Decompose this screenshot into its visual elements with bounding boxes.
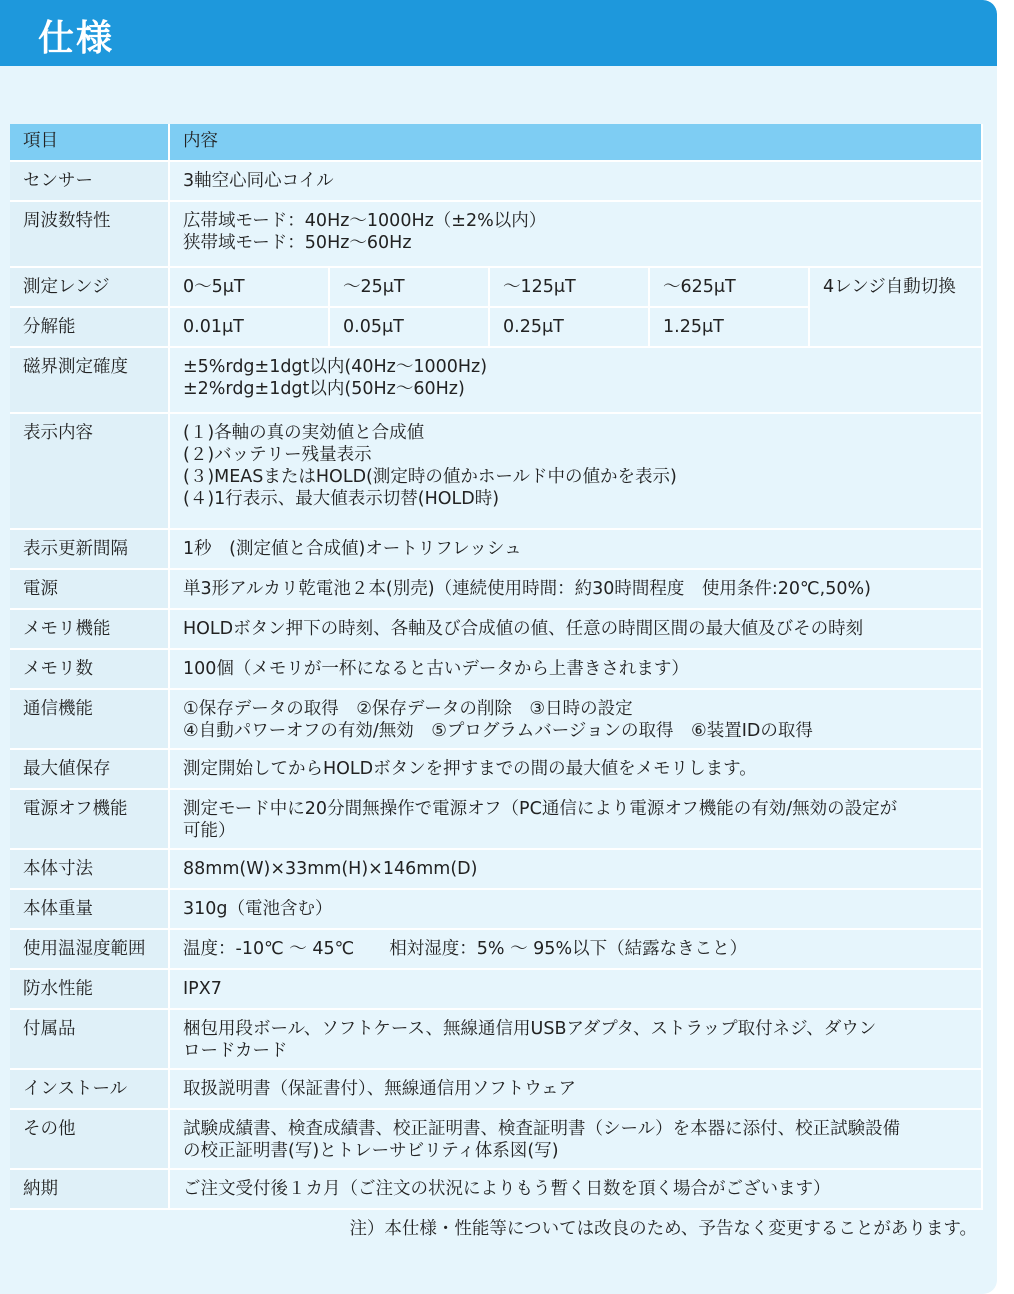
- table-row: [10, 414, 983, 530]
- table-row: [10, 570, 983, 610]
- row-value: 310g（電池含む）: [170, 890, 983, 930]
- row-value: 測定開始してからHOLDボタンを押すまでの間の最大値をメモリします。: [170, 750, 983, 790]
- row-label: 付属品: [10, 1010, 170, 1070]
- row-label: 電源: [10, 570, 170, 610]
- row-value: 100個（メモリが一杯になると古いデータから上書きされます）: [170, 650, 983, 690]
- table-row: [10, 930, 983, 970]
- row-value: 3軸空心同心コイル: [170, 162, 983, 202]
- page-title: 仕様: [38, 18, 115, 59]
- range-cell: ～125μT: [490, 268, 650, 308]
- table-row: [10, 610, 983, 650]
- row-value: [170, 202, 983, 268]
- spec-table: [10, 124, 983, 1210]
- row-label: 本体寸法: [10, 850, 170, 890]
- table-row: [10, 690, 983, 750]
- row-value: ご注文受付後１カ月（ご注文の状況によりもう暫く日数を頂く場合がございます）: [170, 1170, 983, 1210]
- row-label: 本体重量: [10, 890, 170, 930]
- row-value: HOLDボタン押下の時刻、各軸及び合成値の値、任意の時間区間の最大値及びその時刻: [170, 610, 983, 650]
- row-label: 通信機能: [10, 690, 170, 750]
- value-line: 広帯域モード：40Hz～1000Hz（±2%以内）: [183, 211, 547, 231]
- resolution-cell: 0.25μT: [490, 308, 650, 348]
- value-line: (１)各軸の真の実効値と合成値: [183, 423, 425, 443]
- range-auto: 4レンジ自動切換: [810, 268, 983, 348]
- table-row: [10, 650, 983, 690]
- table-row: [10, 1170, 983, 1210]
- row-label: 分解能: [10, 308, 170, 348]
- range-cell: ～625μT: [650, 268, 810, 308]
- row-value: [170, 790, 983, 850]
- table-row: [10, 850, 983, 890]
- table-header-row: [10, 124, 983, 162]
- row-value: 1秒 (測定値と合成値)オートリフレッシュ: [170, 530, 983, 570]
- value-line: 測定モード中に20分間無操作で電源オフ（PC通信により電源オフ機能の有効/無効の設定が: [183, 799, 898, 819]
- resolution-cell: 1.25μT: [650, 308, 810, 348]
- row-label: 測定レンジ: [10, 268, 170, 308]
- table-row: [10, 202, 983, 268]
- row-label: メモリ機能: [10, 610, 170, 650]
- table-row: [10, 750, 983, 790]
- value-line: ①保存データの取得 ②保存データの削除 ③日時の設定: [183, 699, 633, 719]
- header-content: 内容: [170, 124, 983, 162]
- value-line: ④自動パワーオフの有効/無効 ⑤プログラムバージョンの取得 ⑥装置IDの取得: [183, 721, 813, 741]
- table-row: [10, 1010, 983, 1070]
- row-label: その他: [10, 1110, 170, 1170]
- range-cell: 0～5μT: [170, 268, 330, 308]
- row-value: 温度：-10℃ ～ 45℃ 相対湿度：5% ～ 95%以下（結露なきこと）: [170, 930, 983, 970]
- value-line: ±5%rdg±1dgt以内(40Hz～1000Hz): [183, 357, 488, 377]
- resolution-cell: 0.01μT: [170, 308, 330, 348]
- row-label: メモリ数: [10, 650, 170, 690]
- table-row: [10, 268, 983, 308]
- table-row: [10, 530, 983, 570]
- table-row: [10, 970, 983, 1010]
- row-label: 電源オフ機能: [10, 790, 170, 850]
- table-row: [10, 1070, 983, 1110]
- row-label: 表示更新間隔: [10, 530, 170, 570]
- footnote: 注）本仕様・性能等については改良のため、予告なく変更することがあります。: [349, 1219, 977, 1239]
- row-value: IPX7: [170, 970, 983, 1010]
- table-row: [10, 790, 983, 850]
- value-line: (２)バッテリー残量表示: [183, 445, 372, 465]
- row-label: センサー: [10, 162, 170, 202]
- title-bar: [0, 0, 997, 66]
- value-line: ±2%rdg±1dgt以内(50Hz～60Hz): [183, 379, 465, 399]
- row-value: [170, 348, 983, 414]
- row-label: 使用温湿度範囲: [10, 930, 170, 970]
- row-value: 88mm(W)×33mm(H)×146mm(D): [170, 850, 983, 890]
- row-value: [170, 1010, 983, 1070]
- value-line: (３)MEASまたはHOLD(測定時の値かホールド中の値かを表示): [183, 467, 677, 487]
- row-label: 周波数特性: [10, 202, 170, 268]
- row-value: [170, 414, 983, 530]
- row-label: 最大値保存: [10, 750, 170, 790]
- table-row: [10, 348, 983, 414]
- row-value: 取扱説明書（保証書付）、無線通信用ソフトウェア: [170, 1070, 983, 1110]
- value-line: (４)1行表示、最大値表示切替(HOLD時): [183, 489, 500, 509]
- row-label: インストール: [10, 1070, 170, 1110]
- value-line: 試験成績書、検査成績書、校正証明書、検査証明書（シール）を本器に添付、校正試験設備: [183, 1119, 901, 1139]
- value-line: 可能）: [183, 821, 236, 841]
- row-label: 防水性能: [10, 970, 170, 1010]
- resolution-cell: 0.05μT: [330, 308, 490, 348]
- table-row: [10, 890, 983, 930]
- header-item: 項目: [10, 124, 170, 162]
- value-line: 狭帯域モード：50Hz～60Hz: [183, 233, 412, 253]
- row-label: 磁界測定確度: [10, 348, 170, 414]
- row-value: [170, 690, 983, 750]
- table-row: [10, 1110, 983, 1170]
- table-row: [10, 162, 983, 202]
- range-cell: ～25μT: [330, 268, 490, 308]
- value-line: ロードカード: [183, 1041, 288, 1061]
- value-line: の校正証明書(写)とトレーサビリティ体系図(写): [183, 1141, 559, 1161]
- row-value: 単3形アルカリ乾電池２本(別売)（連続使用時間：約30時間程度 使用条件:20℃,50%): [170, 570, 983, 610]
- row-label: 表示内容: [10, 414, 170, 530]
- value-line: 梱包用段ボール、ソフトケース、無線通信用USBアダプタ、ストラップ取付ネジ、ダウン: [183, 1019, 877, 1039]
- row-label: 納期: [10, 1170, 170, 1210]
- row-value: [170, 1110, 983, 1170]
